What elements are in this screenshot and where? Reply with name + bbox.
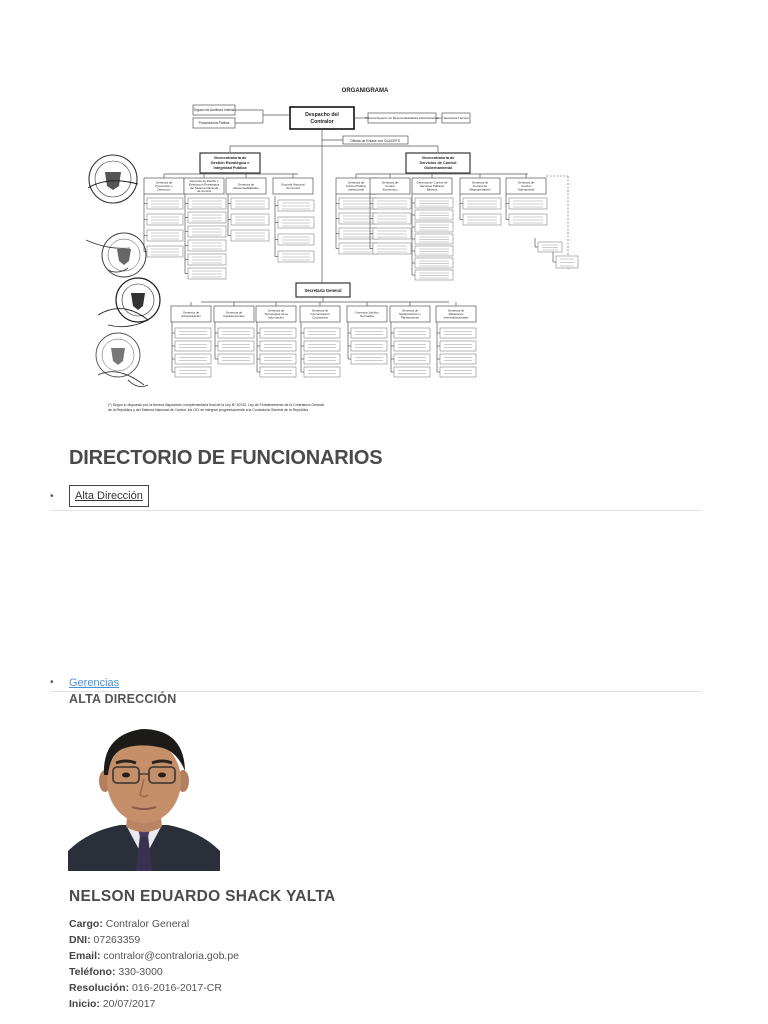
tab-item-gerencias [50, 676, 702, 692]
org-subgerencia-box [188, 212, 226, 223]
org-top-right-2-text: Secretaría Técnica [443, 116, 469, 121]
org-subgerencia-box [188, 198, 226, 209]
org-gerencia-right-4-text: Gerencia de [471, 180, 489, 185]
info-label: Cargo: [69, 918, 103, 930]
tab-gerencias[interactable]: Gerencias [69, 677, 120, 689]
org-gerencia-bottom-4-text: Corporativa [312, 315, 328, 320]
org-subgerencia-box [373, 213, 411, 224]
org-subgerencia-box [304, 341, 340, 351]
info-value: contralor@contraloria.gob.pe [100, 950, 239, 962]
org-subgerencia-box [175, 341, 211, 351]
org-top-right-1-text: Tribunal Superior de Responsabilidades Administrativas [364, 116, 440, 121]
org-subgerencia-box [538, 242, 562, 252]
person-name: NELSON EDUARDO SHACK YALTA [69, 888, 336, 905]
list-bullet: • [50, 491, 54, 502]
org-subgerencia-box [509, 198, 547, 209]
org-subgerencia-box [188, 254, 226, 265]
org-gerencia-bottom-6-text: Planeamiento [400, 315, 420, 320]
org-gerencia-right-5-text: Subnacional [517, 187, 535, 192]
org-subgerencia-box [260, 341, 296, 351]
tab-alta-direccion[interactable]: Alta Dirección [69, 485, 149, 507]
org-gerencia-left-4-text: Escuela Nacional [281, 182, 305, 187]
org-subgerencia-box [260, 367, 296, 377]
org-subgerencia-box [463, 198, 501, 209]
org-gerencia-right-5-text: Control [521, 184, 531, 189]
org-subgerencia-box [415, 198, 453, 208]
seal-stamp-4 [96, 333, 148, 387]
org-subgerencia-box [231, 198, 269, 209]
seal-stamp-2 [86, 233, 146, 277]
org-subgerencia-box [351, 341, 387, 351]
org-gerencia-right-5-text: Gerencia de [517, 180, 535, 185]
org-subgerencia-box [175, 354, 211, 364]
directory-title: DIRECTORIO DE FUNCIONARIOS [69, 447, 383, 469]
org-gerencia-right-2-text: Gerencia de [381, 180, 399, 185]
tab-item-alta-direccion [50, 483, 702, 511]
org-subgerencia-box [394, 367, 430, 377]
info-row [69, 948, 239, 964]
org-despacho-2: Contralor [310, 119, 334, 125]
org-subgerencia-box [373, 243, 411, 254]
org-subgerencia-box [188, 226, 226, 237]
org-gerencia-bottom-5-text: Gerencia Jurídico [355, 310, 379, 315]
org-vice-right-1: Vicecontraloría de [421, 156, 455, 160]
org-gerencia-right-1-text: Gerencia de [347, 180, 365, 185]
org-subgerencia-box [218, 341, 254, 351]
org-subgerencia-box [304, 354, 340, 364]
list-bullet: • [50, 677, 54, 688]
info-row [69, 932, 239, 948]
organigram-image [68, 80, 601, 418]
org-subgerencia-box [278, 217, 314, 228]
org-subgerencia-box [278, 234, 314, 245]
org-subgerencia-box [415, 234, 453, 244]
org-subgerencia-box [415, 222, 453, 232]
info-row [69, 996, 239, 1012]
org-subgerencia-box [394, 354, 430, 364]
info-label: Email: [69, 950, 101, 962]
org-gerencias-left [144, 173, 313, 194]
org-gerencia-bottom-2-text: Gerencia de [225, 310, 243, 315]
org-subgerencia-box [260, 354, 296, 364]
org-subgerencia-box [218, 328, 254, 338]
org-subgerencia-box [304, 328, 340, 338]
org-gerencia-right-3-text: Gerencia de Control de [416, 180, 448, 185]
info-label: Teléfono: [69, 966, 116, 978]
org-footnote-2: de la República y del Sistema Nacional de Control, los OCI se integran progresivamente a la Contraloría General de la República [108, 408, 309, 412]
org-gerencia-left-3-text: Responsabilidades [233, 185, 259, 190]
org-subgerencia-box [440, 354, 476, 364]
org-gerencia-bottom-7-text: Interinstitucionales [443, 315, 469, 320]
info-label: Resolución: [69, 982, 130, 994]
org-gerencia-bottom-7-text: Relaciones [448, 312, 464, 317]
org-top-left-1-text: Órgano de Auditoría Interna [193, 108, 235, 113]
org-subgerencia-box [440, 367, 476, 377]
org-gerencia-left-4-text: de Control [286, 185, 300, 190]
seal-stamp-1 [88, 155, 138, 203]
org-top-left-2-text: Procuraduría Pública [198, 121, 230, 126]
org-gerencia-right-3-text: Básicos [426, 187, 438, 192]
info-row [69, 980, 239, 996]
org-gerencia-right-4-text: Control de [473, 184, 487, 189]
org-subgerencia-box [463, 214, 501, 225]
org-gerencia-right-2-text: Control [385, 184, 395, 189]
org-subgerencia-box [394, 328, 430, 338]
org-gerencia-bottom-4-text: Gerencia de [311, 308, 329, 313]
org-vice-left-3: Integridad Pública [213, 166, 247, 170]
org-gerencia-left-2-text: Gerencia de Diseño y [189, 178, 219, 183]
org-subgerencia-box [415, 258, 453, 268]
org-subgerencia-box [278, 251, 314, 262]
org-gerencia-right-1-text: Institucional [348, 187, 364, 192]
org-gerencias-bottom [171, 302, 476, 377]
org-subgerencia-box [373, 228, 411, 239]
info-value: 07263359 [90, 934, 141, 946]
org-gerencia-bottom-6-text: Gerencia de [401, 308, 419, 313]
org-vice-right-2: Servicios de Control [419, 161, 457, 165]
org-subgerencia-box [415, 210, 453, 220]
org-gerencia-bottom-3-text: Gerencia de [267, 308, 285, 313]
org-subgerencia-box [351, 328, 387, 338]
org-gerencia-bottom-2-text: Capital Humano [223, 313, 245, 318]
org-subgerencia-box [415, 246, 453, 256]
org-subgerencia-box [373, 198, 411, 209]
org-subgerencia-box [440, 328, 476, 338]
org-gerencia-left-1-text: Prevención y [155, 184, 173, 189]
org-heading: ORGANIGRAMA [341, 88, 389, 94]
org-subgerencia-box [231, 214, 269, 225]
org-vice-right-3: Gubernamental [424, 166, 452, 170]
org-subgerencia-box [188, 268, 226, 279]
org-subgerencia-box [415, 270, 453, 280]
org-gerencia-left-1-text: Detección [157, 187, 171, 192]
org-gerencia-right-1-text: Control Político [345, 184, 367, 189]
org-subgerencia-box [147, 246, 183, 257]
info-value: Contralor General [102, 918, 190, 930]
org-gerencia-left-2-text: Evaluación Estratégica [188, 182, 220, 187]
org-subgerencia-box [260, 328, 296, 338]
official-photo [68, 719, 220, 871]
org-top-right [365, 113, 470, 123]
org-subgerencias [144, 194, 578, 280]
info-value: 330-3000 [115, 966, 163, 978]
org-subgerencia-box [175, 328, 211, 338]
org-gerencia-left-3-text: Gerencia de [237, 182, 255, 187]
org-gerencia-left-2-text: de Control [197, 189, 211, 194]
org-gerencia-bottom-3-text: Tecnologías de la [264, 312, 288, 317]
org-subgerencia-box [278, 200, 314, 211]
org-subgerencia-box [394, 341, 430, 351]
info-value: 20/07/2017 [99, 998, 156, 1010]
org-gerencia-bottom-3-text: Información [268, 315, 284, 320]
org-gerencia-bottom-1-text: Gerencia de [182, 310, 200, 315]
info-row [69, 916, 239, 932]
org-gerencia-left-2-text: del Sistema Nacional [189, 185, 219, 190]
org-gerencia-bottom-7-text: Gerencia de [447, 308, 465, 313]
org-subgerencia-box [304, 367, 340, 377]
org-subgerencia-box [509, 214, 547, 225]
org-subgerencia-box [188, 240, 226, 251]
org-subgerencia-box [147, 198, 183, 209]
seal-stamp-3 [98, 278, 160, 327]
org-subgerencia-box [231, 230, 269, 241]
org-subgerencia-box [147, 230, 183, 241]
org-subgerencia-box [175, 367, 211, 377]
org-gerencia-bottom-1-text: Administración [181, 313, 201, 318]
org-vice-left-1: Vicecontraloría de [213, 156, 247, 160]
org-subgerencia-box [351, 354, 387, 364]
org-subgerencia-box [147, 214, 183, 225]
info-label: Inicio: [69, 998, 100, 1010]
org-secretaria: Secretaría General [304, 288, 342, 293]
org-oficina-enlace: Oficina de Enlace con OLACEFS [350, 139, 400, 143]
org-gerencia-bottom-4-text: Comunicación [310, 312, 330, 317]
section-title: ALTA DIRECCIÓN [69, 692, 177, 706]
org-subgerencia-box [440, 341, 476, 351]
org-despacho-1: Despacho del [305, 112, 339, 118]
org-subgerencia-box [218, 354, 254, 364]
org-gerencia-right-3-text: Servicios Públicos [419, 184, 445, 189]
org-gerencia-left-1-text: Gerencia de [155, 180, 173, 185]
org-footnote-1: (*) Según lo dispuesto por la tercera disposición complementaria final de la Ley Nº 30742, Ley de Fortalecimiento de la Contraloría General [108, 403, 324, 407]
org-gerencia-bottom-5-text: Normativa [360, 313, 374, 318]
org-top-left [193, 105, 263, 128]
org-gerencia-right-2-text: Económico [382, 187, 398, 192]
org-gerencia-bottom-6-text: Modernización y [399, 312, 421, 317]
info-row [69, 964, 239, 980]
org-gerencia-right-4-text: Megaoperativos [469, 187, 491, 192]
info-label: DNI: [69, 934, 91, 946]
org-vice-left-2: Gestión Estratégica e [210, 161, 250, 165]
info-value: 016-2016-2017-CR [129, 982, 222, 994]
person-info-list [69, 916, 239, 1012]
